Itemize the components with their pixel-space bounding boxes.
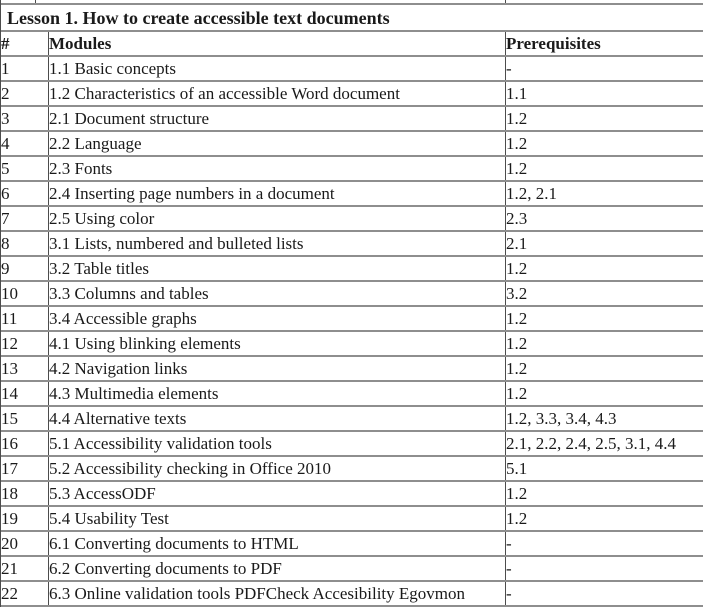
prerequisites-cell: - (506, 556, 704, 581)
module-cell: 6.1 Converting documents to HTML (49, 531, 506, 556)
module-cell: 5.1 Accessibility validation tools (49, 431, 506, 456)
prerequisites-cell: 1.2 (506, 131, 704, 156)
column-header-modules: Modules (49, 32, 506, 56)
module-cell: 2.1 Document structure (49, 106, 506, 131)
table-row (1, 231, 703, 256)
table-row (1, 581, 703, 606)
module-cell: 3.2 Table titles (49, 256, 506, 281)
table-row (1, 56, 703, 81)
row-number-cell: 15 (1, 406, 49, 431)
prerequisites-cell: 1.2 (506, 381, 704, 406)
module-cell: 4.2 Navigation links (49, 356, 506, 381)
prerequisites-cell: 1.1 (506, 81, 704, 106)
prerequisites-cell: 3.2 (506, 281, 704, 306)
module-cell: 5.3 AccessODF (49, 481, 506, 506)
prerequisites-cell: 1.2 (506, 331, 704, 356)
row-number-cell: 16 (1, 431, 49, 456)
table-row (1, 181, 703, 206)
prerequisites-cell: 2.1, 2.2, 2.4, 2.5, 3.1, 4.4 (506, 431, 704, 456)
row-number-cell: 20 (1, 531, 49, 556)
module-cell: 4.1 Using blinking elements (49, 331, 506, 356)
row-number-cell: 21 (1, 556, 49, 581)
row-number-cell: 6 (1, 181, 49, 206)
table-row (1, 306, 703, 331)
row-number-cell: 18 (1, 481, 49, 506)
module-cell: 4.4 Alternative texts (49, 406, 506, 431)
module-cell: 1.1 Basic concepts (49, 56, 506, 81)
prerequisites-cell: 1.2 (506, 156, 704, 181)
row-number-cell: 4 (1, 131, 49, 156)
row-number-cell: 10 (1, 281, 49, 306)
row-number-cell: 14 (1, 381, 49, 406)
prerequisites-cell: 1.2 (506, 506, 704, 531)
module-cell: 3.1 Lists, numbered and bulleted lists (49, 231, 506, 256)
table-row (1, 131, 703, 156)
table-body (1, 56, 703, 606)
table-row (1, 456, 703, 481)
prerequisites-cell: 1.2 (506, 106, 704, 131)
column-header-number: # (1, 32, 49, 56)
prerequisites-cell: 1.2 (506, 306, 704, 331)
prerequisites-cell: 1.2 (506, 256, 704, 281)
header-row (1, 32, 703, 56)
module-cell: 6.3 Online validation tools PDFCheck Accesibility Egovmon (49, 581, 506, 606)
module-cell: 5.4 Usability Test (49, 506, 506, 531)
module-cell: 2.3 Fonts (49, 156, 506, 181)
table-row (1, 156, 703, 181)
module-cell: 6.2 Converting documents to PDF (49, 556, 506, 581)
table-row (1, 106, 703, 131)
table-row (1, 256, 703, 281)
table-row (1, 506, 703, 531)
remnant-cell-border (505, 0, 506, 3)
row-number-cell: 9 (1, 256, 49, 281)
prerequisites-cell: - (506, 531, 704, 556)
table-row (1, 431, 703, 456)
table-row (1, 406, 703, 431)
row-number-cell: 8 (1, 231, 49, 256)
module-cell: 3.4 Accessible graphs (49, 306, 506, 331)
module-cell: 2.2 Language (49, 131, 506, 156)
prerequisites-cell: 2.1 (506, 231, 704, 256)
row-number-cell: 17 (1, 456, 49, 481)
previous-table-remnant (1, 0, 703, 5)
row-number-cell: 5 (1, 156, 49, 181)
table-row (1, 206, 703, 231)
table-row (1, 331, 703, 356)
row-number-cell: 2 (1, 81, 49, 106)
prerequisites-cell: 1.2 (506, 356, 704, 381)
row-number-cell: 11 (1, 306, 49, 331)
prerequisites-cell: 2.3 (506, 206, 704, 231)
table-row (1, 481, 703, 506)
row-number-cell: 13 (1, 356, 49, 381)
prerequisites-cell: - (506, 56, 704, 81)
table-row (1, 356, 703, 381)
prerequisites-cell: 1.2, 2.1 (506, 181, 704, 206)
module-cell: 5.2 Accessibility checking in Office 2010 (49, 456, 506, 481)
module-cell: 4.3 Multimedia elements (49, 381, 506, 406)
row-number-cell: 22 (1, 581, 49, 606)
row-number-cell: 7 (1, 206, 49, 231)
prerequisites-cell: 1.2 (506, 481, 704, 506)
prerequisites-cell: - (506, 581, 704, 606)
row-number-cell: 3 (1, 106, 49, 131)
row-number-cell: 19 (1, 506, 49, 531)
row-number-cell: 1 (1, 56, 49, 81)
module-cell: 1.2 Characteristics of an accessible Word document (49, 81, 506, 106)
table-row (1, 381, 703, 406)
table-row (1, 81, 703, 106)
modules-table (1, 32, 703, 607)
prerequisites-cell: 5.1 (506, 456, 704, 481)
module-cell: 2.4 Inserting page numbers in a document (49, 181, 506, 206)
prerequisites-cell: 1.2, 3.3, 3.4, 4.3 (506, 406, 704, 431)
column-header-prerequisites: Prerequisites (506, 32, 704, 56)
table-title: Lesson 1. How to create accessible text documents (1, 5, 703, 32)
remnant-cell-border (35, 0, 36, 3)
row-number-cell: 12 (1, 331, 49, 356)
module-cell: 3.3 Columns and tables (49, 281, 506, 306)
table-row (1, 531, 703, 556)
table-row (1, 281, 703, 306)
table-row (1, 556, 703, 581)
module-cell: 2.5 Using color (49, 206, 506, 231)
